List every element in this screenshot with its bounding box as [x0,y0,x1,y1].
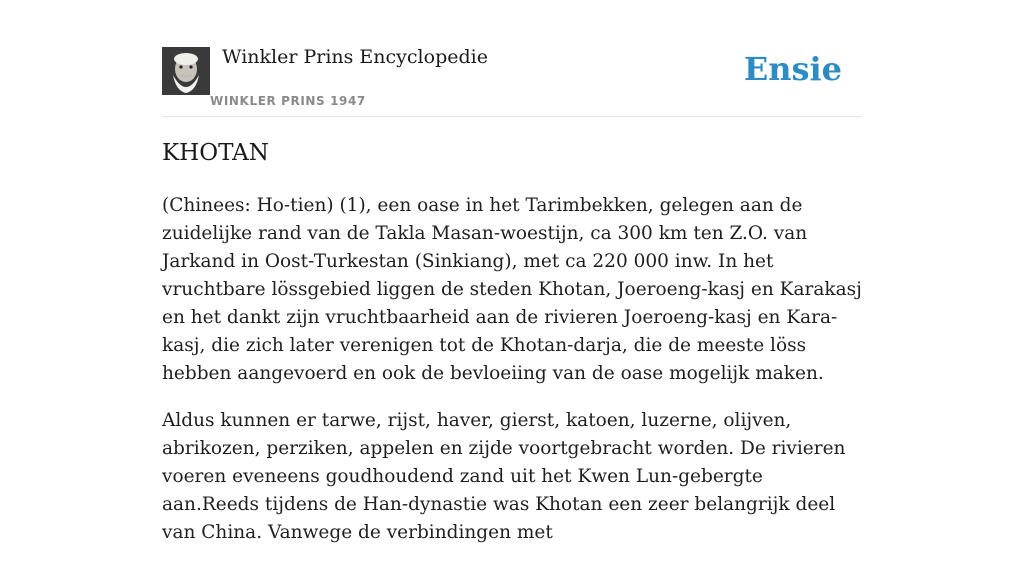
article-paragraph: (Chinees: Ho-tien) (1), een oase in het Tarimbekken, gelegen aan de zuidelijke rand van de Takla Masan-woestijn, ca 300 km ten Z.O. van Jarkand in Oost-Turkestan (Sinkiang), met ca 220 000 inw. In het vruchtbare lössgebied liggen de steden Khotan, Joeroeng-kasj en Karakasj en het dankt zijn vruchtbaarheid aan de rivieren Joeroeng-kasj en Kara-kasj, die zich later verenigen tot de Khotan-darja, die de meeste löss hebben aangevoerd en ook de bevloeiing van de oase mogelijk maken. [162,195,862,384]
portrait-avatar-icon[interactable] [162,47,210,95]
article-paragraph: Aldus kunnen er tarwe, rijst, haver, gierst, katoen, luzerne, olijven, abrikozen, perziken, appelen en zijde voortgebracht worden. De rivieren voeren eveneens goudhoudend zand uit het Kwen Lun-gebergte aan.Reeds tijdens de Han-dynastie was Khotan een zeer belangrijk deel van China. Vanwege de verbindingen met [162,410,846,543]
article-title: KHOTAN [162,140,269,166]
site-header [162,0,862,117]
site-title-link[interactable]: Winkler Prins Encyclopedie [222,46,488,68]
edition-label[interactable]: WINKLER PRINS 1947 [210,94,366,108]
article-body [162,192,862,566]
brand-logo[interactable]: Ensie [743,50,842,88]
